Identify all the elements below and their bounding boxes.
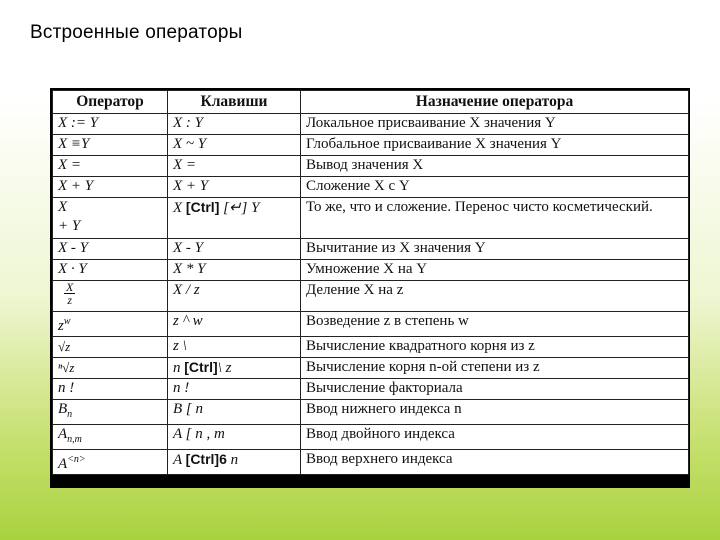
table-row	[53, 312, 689, 337]
operators-table	[52, 90, 689, 475]
table-row	[53, 379, 689, 400]
operator-cell	[53, 312, 168, 337]
operators-table-frame	[50, 88, 690, 488]
operator-cell: n !	[53, 379, 168, 400]
table-row	[53, 114, 689, 135]
keys-cell: n !	[168, 379, 301, 400]
purpose-cell: Вычитание из X значения Y	[301, 239, 689, 260]
purpose-cell: Ввод верхнего индекса	[301, 450, 689, 475]
subscript-base: B	[58, 401, 68, 417]
subscript-base: A	[58, 426, 68, 442]
table-row	[53, 239, 689, 260]
keys-cell: X ~ Y	[168, 135, 301, 156]
keys-cell: X - Y	[168, 239, 301, 260]
power-base: z	[58, 318, 64, 334]
table-row	[53, 281, 689, 312]
table-row	[53, 198, 689, 239]
table-row	[53, 156, 689, 177]
table-header-row	[53, 91, 689, 114]
operator-cell	[53, 425, 168, 450]
fraction-denominator: z	[67, 293, 72, 307]
keys-cell	[168, 198, 301, 239]
ctrl-key-label: [Ctrl]6	[185, 451, 227, 467]
keys-cell: z ^ w	[168, 312, 301, 337]
purpose-cell: Вычисление квадратного корня из z	[301, 337, 689, 358]
operator-cell: X := Y	[53, 114, 168, 135]
purpose-cell: Вычисление факториала	[301, 379, 689, 400]
operator-cell: X · Y	[53, 260, 168, 281]
keys-cell	[168, 450, 301, 475]
purpose-cell: Ввод нижнего индекса n	[301, 400, 689, 425]
header-operator: Оператор	[53, 91, 168, 114]
operator-cell: X =	[53, 156, 168, 177]
operator-cell	[53, 198, 168, 239]
keys-prefix: n	[173, 360, 185, 376]
purpose-cell: Локальное присваивание X значения Y	[301, 114, 689, 135]
table-row	[53, 135, 689, 156]
superscript-index: <n>	[67, 454, 86, 465]
keys-suffix: n	[226, 452, 239, 468]
operator-cell	[53, 281, 168, 312]
table-row	[53, 450, 689, 475]
keys-cell: z \	[168, 337, 301, 358]
keys-prefix: X	[173, 200, 186, 216]
table-row	[53, 177, 689, 198]
purpose-cell: Вывод значения X	[301, 156, 689, 177]
purpose-cell: Умножение X на Y	[301, 260, 689, 281]
operator-cell	[53, 450, 168, 475]
header-keys: Клавиши	[168, 91, 301, 114]
keys-cell: X : Y	[168, 114, 301, 135]
operator-line-1: X	[58, 199, 68, 215]
purpose-cell: Сложение X с Y	[301, 177, 689, 198]
operator-cell: √z	[53, 337, 168, 358]
keys-suffix: [↵] Y	[219, 200, 260, 216]
operator-cell: X - Y	[53, 239, 168, 260]
keys-prefix: A	[173, 452, 186, 468]
keys-cell: X =	[168, 156, 301, 177]
table-row	[53, 337, 689, 358]
subscript-index: n	[67, 409, 73, 420]
header-purpose: Назначение оператора	[301, 91, 689, 114]
operator-line-2: + Y	[58, 218, 81, 234]
table-row	[53, 260, 689, 281]
subscript-index: n,m	[67, 434, 82, 445]
slide-title: Встроенные операторы	[30, 22, 243, 43]
table-row	[53, 400, 689, 425]
keys-cell: B [ n	[168, 400, 301, 425]
purpose-cell: Ввод двойного индекса	[301, 425, 689, 450]
operator-cell: ⁿ√z	[53, 358, 168, 379]
purpose-cell: Деление X на z	[301, 281, 689, 312]
keys-cell: X * Y	[168, 260, 301, 281]
fraction-numerator: X	[66, 280, 74, 294]
operator-cell	[53, 400, 168, 425]
keys-cell: A [ n , m	[168, 425, 301, 450]
power-exponent: w	[63, 316, 71, 327]
purpose-cell: Глобальное присваивание X значения Y	[301, 135, 689, 156]
operator-cell: X + Y	[53, 177, 168, 198]
purpose-cell: То же, что и сложение. Перенос чисто косметический.	[301, 198, 689, 239]
purpose-cell: Вычисление корня n-ой степени из z	[301, 358, 689, 379]
ctrl-key-label: [Ctrl]	[185, 199, 220, 215]
operator-cell: X ≡Y	[53, 135, 168, 156]
table-row	[53, 358, 689, 379]
purpose-cell: Возведение z в степень w	[301, 312, 689, 337]
keys-cell: X / z	[168, 281, 301, 312]
keys-cell	[168, 358, 301, 379]
ctrl-key-label: [Ctrl]	[184, 359, 218, 375]
keys-suffix: \ z	[217, 360, 232, 376]
keys-cell: X + Y	[168, 177, 301, 198]
superscript-base: A	[58, 456, 68, 472]
table-row	[53, 425, 689, 450]
fraction	[64, 281, 75, 306]
